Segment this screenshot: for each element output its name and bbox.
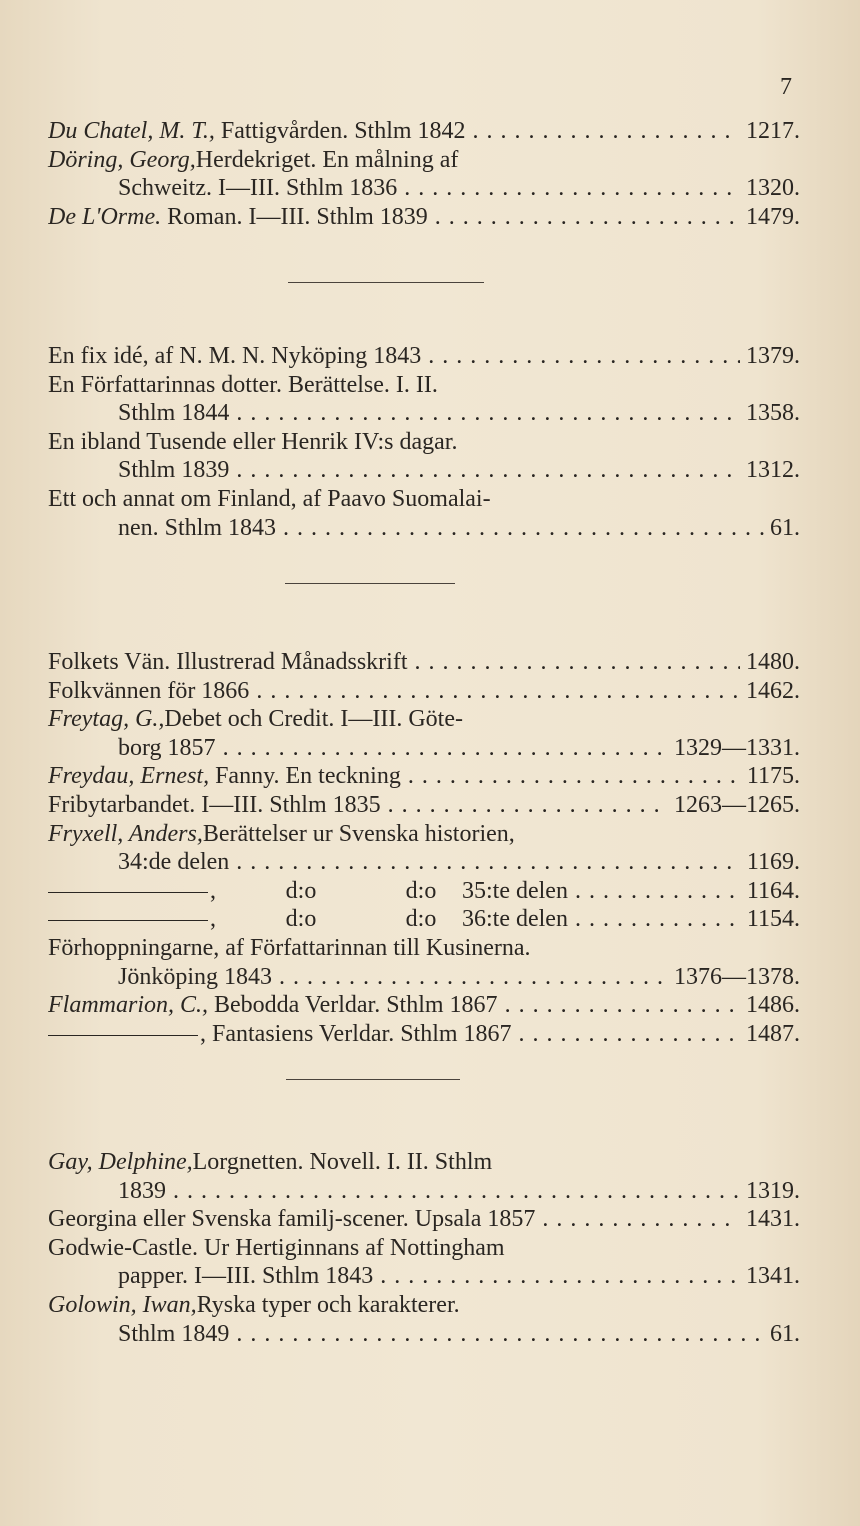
entry-title: En ibland Tusende eller Henrik IV:s dagar. (48, 428, 458, 455)
entry-pages: 1154. (746, 906, 800, 933)
section-divider (285, 583, 455, 584)
entry-pages: 1164. (746, 877, 800, 904)
section-g (48, 1148, 800, 1348)
entry (48, 648, 800, 677)
entry-pages: 1329—1331. (674, 734, 800, 761)
entry-title: 35:te delen (462, 877, 568, 904)
entry (48, 791, 800, 820)
entry-pages: 61. (770, 1320, 800, 1347)
entry-title: En Författarinnas dotter. Berättelse. I. II. (48, 371, 438, 398)
entry-author: Gay, Delphine, (48, 1149, 193, 1175)
entry-title: , Fantasiens Verldar. Sthlm 1867 (200, 1020, 512, 1047)
entry-title: Förhoppningarne, af Författarinnan till Kusinerna. (48, 934, 531, 961)
entry-pages: 1341. (746, 1263, 800, 1290)
entry-title: Folkvännen för 1866 . . . (48, 677, 740, 706)
entry-title: Fanny. En teckning (209, 763, 401, 790)
entry-title: 36:te delen (462, 906, 568, 933)
section-d (48, 117, 800, 231)
entry-continuation: 1839 . . . (118, 1177, 740, 1206)
entry-pages: 1217. (746, 118, 800, 144)
entry-pages: 1358. (746, 400, 800, 427)
section-f (48, 648, 800, 1048)
entry-title: Debet och Credit. I—III. Göte- (164, 706, 463, 733)
entry-author: Fryxell, Anders, (48, 820, 203, 847)
entry-pages: 1376—1378. (674, 963, 800, 990)
entry-continuation: Jönköping 1843 . . . (118, 963, 668, 992)
entry-pages: 1319. (746, 1177, 800, 1204)
entry (48, 1020, 800, 1049)
entry-title: Godwie-Castle. Ur Hertiginnans af Nottingham (48, 1234, 505, 1261)
entry (48, 117, 800, 146)
entry-pages: 1487. (746, 1020, 800, 1047)
entry-continuation: Sthlm 1839 . . . (118, 456, 740, 485)
entry-pages: 1263—1265. (674, 791, 800, 818)
entry-pages: 1480. (746, 649, 800, 675)
entry (48, 485, 800, 542)
entry-pages: 1175. (746, 763, 800, 790)
entry-pages: 1486. (746, 992, 800, 1019)
entry-pages: 61. (770, 514, 800, 541)
entry (48, 1148, 800, 1205)
entry-title: Ryska typer och karakterer. (196, 1291, 460, 1318)
entry-pages: 1431. (746, 1206, 800, 1233)
entry (48, 762, 800, 791)
entry (48, 146, 800, 203)
entry (48, 677, 800, 706)
entry-title: En fix idé, af N. M. N. Nyköping 1843 . . . (48, 342, 740, 371)
entry (48, 1234, 800, 1291)
entry-author: Flammarion, C., (48, 992, 209, 1019)
entry-title: Herdekriget. En målning af (195, 146, 459, 173)
ditto-mark: d:o (285, 906, 317, 933)
entry (48, 371, 800, 428)
entry-continuation: borg 1857 . . . (118, 734, 668, 763)
entry-title: Berättelser ur Svenska historien, (202, 820, 515, 847)
entry-title: Ett och annat om Finland, af Paavo Suomalai- (48, 485, 491, 512)
entry: , d:o d:o 36:te delen . . . 1154. (48, 905, 800, 934)
entry-continuation: Sthlm 1844 . . . (118, 399, 740, 428)
entry-continuation: Sthlm 1849 . . . (118, 1320, 764, 1349)
entry (48, 991, 800, 1020)
entry-author: De L'Orme. (48, 203, 162, 230)
page-number: 7 (780, 74, 792, 100)
entry-title: Fribytarbandet. I—III. Sthlm 1835 . . . (48, 791, 668, 820)
entry-continuation: Schweitz. I—III. Sthlm 1836 . . . (118, 174, 740, 203)
section-divider (286, 1079, 460, 1080)
entry (48, 1291, 800, 1348)
entry (48, 342, 800, 371)
entry-title: Folkets Vän. Illustrerad Månadsskrift . . . (48, 648, 740, 677)
entry-pages: 1462. (746, 677, 800, 704)
entry-title: Lorgnetten. Novell. I. II. Sthlm (192, 1149, 493, 1175)
ditto-mark: d:o (405, 877, 437, 904)
entry: , d:o d:o 35:te delen . . . 1164. (48, 877, 800, 906)
entry-title: Bebodda Verldar. Sthlm 1867 (208, 992, 498, 1019)
entry-pages: 1169. (746, 849, 800, 876)
entry-author: Du Chatel, M. T., (48, 118, 215, 144)
section-e (48, 342, 800, 542)
entry-author: Freydau, Ernest, (48, 763, 210, 790)
ditto-mark: d:o (285, 877, 317, 904)
entry (48, 705, 800, 762)
entry-continuation: nen. Sthlm 1843 . . . (118, 514, 764, 543)
ditto-dash (48, 892, 208, 893)
entry-pages: 1312. (746, 457, 800, 484)
entry-author: Golowin, Iwan, (48, 1291, 197, 1318)
ditto-dash (48, 1035, 198, 1036)
entry-continuation: 34:de delen . . . (118, 848, 741, 877)
entry-author: Freytag, G., (48, 706, 165, 733)
entry-pages: 1320. (746, 175, 800, 202)
entry-title: Georgina eller Svenska familj-scener. Upsala 1857 . . . (48, 1205, 740, 1234)
entry (48, 934, 800, 991)
section-divider (288, 282, 484, 283)
entry-title: Roman. I—III. Sthlm 1839 (161, 203, 428, 230)
entry-author: Döring, Georg, (48, 146, 196, 173)
entry (48, 820, 800, 877)
ditto-dash (48, 920, 208, 921)
entry-title: Fattigvården. Sthlm 1842 (214, 118, 466, 144)
ditto-mark: d:o (405, 906, 437, 933)
entry-pages: 1379. (746, 343, 800, 369)
entry (48, 203, 800, 232)
entry (48, 428, 800, 485)
entry-pages: 1479. (746, 203, 800, 230)
entry (48, 1205, 800, 1234)
entry-continuation: papper. I—III. Sthlm 1843 . . . (118, 1262, 740, 1291)
